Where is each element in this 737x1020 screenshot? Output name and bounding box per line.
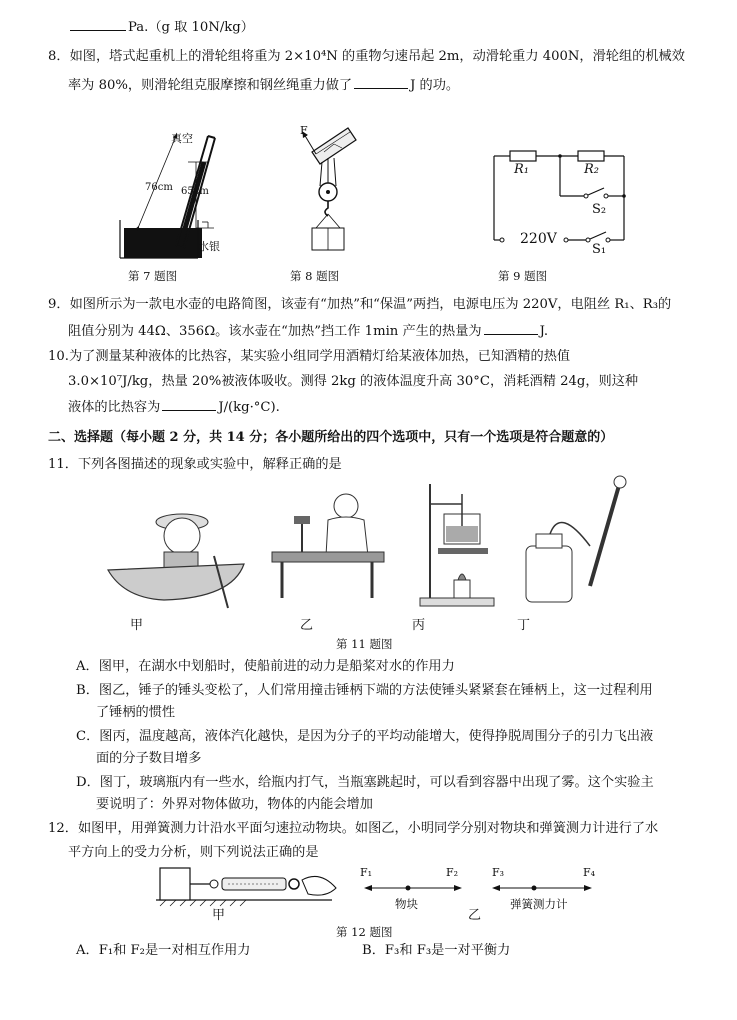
mercury-trough <box>124 228 202 258</box>
q8-line1: 8．如图，塔式起重机上的滑轮组将重为 2×10⁴N 的重物匀速吊起 2m，动滑轮重力 400N，滑轮组的机械效 <box>48 49 685 64</box>
fig11-label-yi: 乙 <box>300 618 314 633</box>
hand <box>302 876 336 895</box>
q11-option-b-line1: B．图乙，锤子的锤头变松了，人们常用撞击锤柄下端的方法使锤头紧紧套在锤柄上，这一过程利用 <box>76 683 653 698</box>
q9-line2-b: J. <box>539 324 549 339</box>
fig12-jia-diagram <box>152 864 352 914</box>
q11-option-d-line2: 要说明了：外界对物体做功，物体的内能会增加 <box>96 797 373 812</box>
fig11-label-bing: 丙 <box>412 618 426 633</box>
meter-point <box>532 886 537 891</box>
answer-blank <box>484 322 538 335</box>
q11-option-c-line2: 面的分子数目增多 <box>96 751 202 766</box>
fig12-f3-label: F₃ <box>492 866 505 879</box>
switch-s1 <box>590 232 606 239</box>
resistor-r1 <box>510 151 536 161</box>
figure-9-circuit <box>488 148 638 258</box>
q7-unit: Pa.（g 取 10N/kg） <box>128 20 254 35</box>
fig7-vacuum-label: 真空 <box>171 132 193 145</box>
answer-blank <box>162 398 216 411</box>
q8-line2 <box>68 76 459 95</box>
fig9-s1-label: S₁ <box>592 242 607 257</box>
q11-option-a: A．图甲，在湖水中划船时，使船前进的动力是船桨对水的作用力 <box>76 659 455 674</box>
fig7-len1-label: 76cm <box>145 182 173 193</box>
q12-line1: 12．如图甲，用弹簧测力计沿水平面匀速拉动物块。如图乙，小明同学分别对物块和弹簧测力计进行了水 <box>48 821 659 836</box>
q12-option-b: B．F₃和 F₃是一对平衡力 <box>362 943 511 958</box>
resistor-r2 <box>578 151 604 161</box>
q8-line2-b: J 的功。 <box>410 78 460 93</box>
q10-line3-b: J/(kg·°C). <box>218 400 280 415</box>
fig8-force-label: F <box>300 124 308 137</box>
q9-line2-a: 阻值分别为 44Ω、356Ω。该水壶在“加热”挡工作 1min 产生的热量为 <box>68 324 482 339</box>
q7-answer-line <box>68 18 254 37</box>
fig9-r1-label: R₁ <box>514 162 529 177</box>
fig12-f4-label: F₄ <box>583 866 596 879</box>
fig11-evaporation-apparatus <box>410 480 500 610</box>
fig12-yi-label: 乙 <box>468 908 482 923</box>
fig11-hammer-illustration <box>268 486 388 606</box>
fig12-f2-label: F₂ <box>446 866 459 879</box>
fig11-label-jia: 甲 <box>130 618 144 633</box>
fig7-len2-label: 65cm <box>181 186 209 197</box>
q12-option-a: A．F₁和 F₂是一对相互作用力 <box>76 943 251 958</box>
q9-line1: 9．如图所示为一款电水壶的电路简图，该壶有“加热”和“保温”两挡，电源电压为 220V，电阻丝 R₁、R₃的 <box>48 297 672 312</box>
q11-option-d-line1: D．图丁，玻璃瓶内有一些水，给瓶内打气，当瓶塞跳起时，可以看到容器中出现了雾。这个实验主 <box>76 775 654 790</box>
fig11-caption: 第 11 题图 <box>336 637 393 651</box>
fig12-block <box>160 868 190 900</box>
fig11-label-ding: 丁 <box>517 618 531 633</box>
fig9-caption: 第 9 题图 <box>498 269 548 283</box>
hammer-head <box>294 516 310 524</box>
block-point <box>406 886 411 891</box>
alcohol-lamp <box>454 580 470 598</box>
fig9-r2-label: R₂ <box>584 162 599 177</box>
q11-option-b-line2: 了锤柄的惯性 <box>96 705 176 720</box>
q10-line3 <box>68 398 280 417</box>
hook <box>325 201 328 216</box>
q8-line2-a: 率为 80%，则滑轮组克服摩擦和钢丝绳重力做了 <box>68 78 353 93</box>
figure-8-diagram <box>290 124 370 264</box>
fig12-caption: 第 12 题图 <box>336 925 393 939</box>
q11-stem: 11．下列各图描述的现象或实验中，解释正确的是 <box>48 457 342 472</box>
air-pump <box>590 482 620 586</box>
fig12-jia-label: 甲 <box>212 908 226 923</box>
q10-line2: 3.0×10⁷J/kg，热量 20%被液体吸收。测得 2kg 的液体温度升高 30°C，消耗酒精 24g，则这种 <box>68 374 639 389</box>
fig12-f1-label: F₁ <box>360 866 373 879</box>
switch-s2 <box>588 188 604 195</box>
fig11-bottle-pump-illustration <box>520 476 650 606</box>
section-2-title: 二、选择题（每小题 2 分，共 14 分；各小题所给出的四个选项中，只有一个选项是符合题意的） <box>48 430 614 445</box>
q12-line2: 平方向上的受力分析，则下列说法正确的是 <box>68 845 319 860</box>
q10-line3-a: 液体的比热容为 <box>68 400 161 415</box>
fig8-caption: 第 8 题图 <box>290 269 340 283</box>
q10-line1: 10.为了测量某种液体的比热容，某实验小组同学用酒精灯给某液体加热，已知酒精的热值 <box>48 349 571 364</box>
q11-option-c-line1: C．图丙，温度越高，液体汽化越快，是因为分子的平均动能增大，使得挣脱周围分子的引力飞出液 <box>76 729 654 744</box>
fig7-caption: 第 7 题图 <box>128 269 178 283</box>
answer-blank <box>70 18 126 31</box>
fig9-s2-label: S₂ <box>592 202 607 217</box>
fig11-boat-illustration <box>104 500 254 610</box>
flame <box>458 574 466 580</box>
fig7-mercury-label: 水银 <box>198 240 220 253</box>
answer-blank <box>354 76 408 89</box>
fig9-voltage-label: 220V <box>520 231 557 247</box>
fig12-meter-label: 弹簧测力计 <box>510 897 568 911</box>
glass-bottle <box>526 546 572 602</box>
fig12-block-label: 物块 <box>395 897 418 911</box>
q9-line2 <box>68 322 548 341</box>
